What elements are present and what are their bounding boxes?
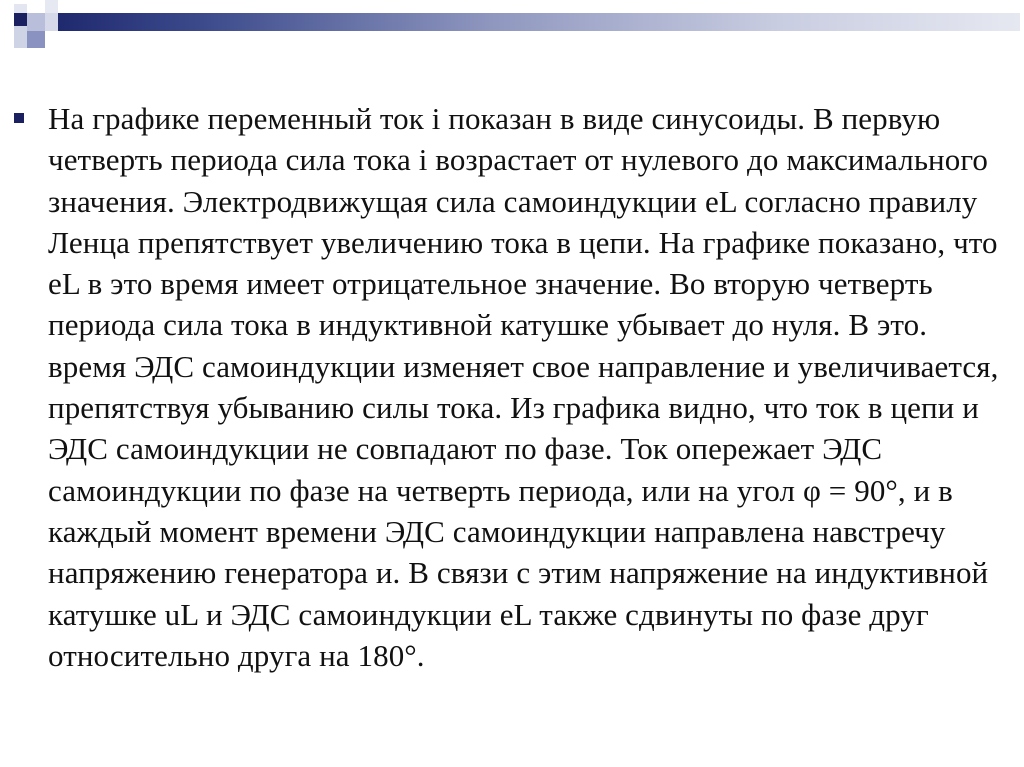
decor-square bbox=[45, 13, 58, 31]
decor-square bbox=[14, 13, 27, 26]
decor-square bbox=[14, 4, 27, 13]
slide-body bbox=[14, 98, 1009, 676]
square-bullet-icon bbox=[14, 113, 24, 123]
header-gradient-bar bbox=[58, 13, 1020, 31]
decor-square bbox=[14, 26, 27, 48]
decor-square bbox=[27, 31, 45, 48]
body-paragraph: На графике переменный ток i показан в виде синусоиды. В первую четверть периода сила тока i возрастает от нулевого до максимального значения. Электродвижущая сила самоиндукции eL согласно правилу Ленца препятствует увеличению тока в цепи. На графике показано, что eL в это время имеет отрицательное значение. Во вторую четверть периода сила тока в индуктивной катушке убывает до нуля. В это. время ЭДС самоиндукции изменяет свое направление и увеличивается, препятствуя убыванию силы тока. Из графика видно, что ток в цепи и ЭДС самоиндукции не совпадают по фазе. Ток опережает ЭДС самоиндукции по фазе на четверть периода, или на угол φ = 90°, и в каждый момент времени ЭДС самоиндукции направлена навстречу напряжению генератора и. В связи с этим напряжение на индуктивной катушке uL и ЭДС самоиндукции eL также сдвинуты по фазе друг относительно друга на 180°. bbox=[48, 101, 999, 673]
decor-square bbox=[45, 0, 58, 13]
decor-square bbox=[27, 13, 45, 31]
header-decoration bbox=[0, 0, 1024, 60]
